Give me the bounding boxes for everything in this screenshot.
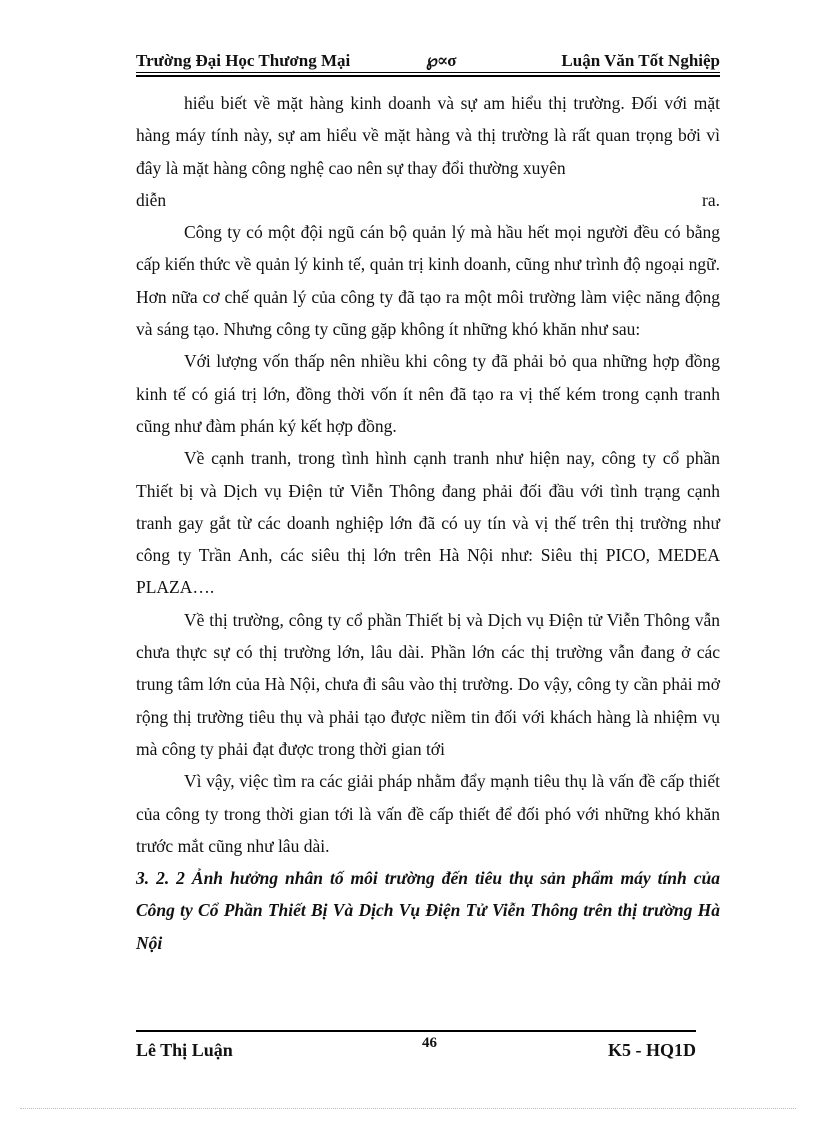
page-number: 46 — [422, 1035, 437, 1051]
paragraph-2: Công ty có một đội ngũ cán bộ quản lý mà hầu hết mọi người đều có bằng cấp kiến thức về quản lý kinh tế, quản trị kinh doanh, cũng như trình độ ngoại ngữ. Hơn nữa cơ chế quản lý của công ty đã tạo ra một môi trường làm việc năng động và sáng tạo. Nhưng công ty cũng gặp không ít những khó khăn như sau: — [136, 222, 720, 340]
header-rule — [136, 72, 720, 73]
paragraph-5: Về thị trường, công ty cổ phần Thiết bị và Dịch vụ Điện tử Viễn Thông vẫn chưa thực sự có thị trường lớn, lâu dài. Phần lớn các thị trường vẫn đang ở các trung tâm lớn của Hà Nội, chưa đi sâu vào thị trường. Do vậy, công ty cần phải mở rộng thị trường tiêu thụ và phải tạo được niềm tin đối với khách hàng là nhiệm vụ mà công ty phải đạt được trong thời gian tới — [136, 609, 720, 759]
paragraph-1: hiểu biết về mặt hàng kinh doanh và sự am hiểu thị trường. Đối với mặt hàng máy tính này, sự am hiểu về mặt hàng và thị trường là rất quan trọng bởi vì đây là mặt hàng công nghệ cao nên sự thay đổi thường xuyên — [136, 93, 720, 178]
paragraph-4: Về cạnh tranh, trong tình hình cạnh tranh như hiện nay, công ty cổ phần Thiết bị và Dịch vụ Điện tử Viễn Thông đang phải đối đầu với tình trạng cạnh tranh gay gắt từ các doanh nghiệp lớn đã có uy tín và vị thế trên thị trường như công ty Trần Anh, các siêu thị lớn trên Hà Nội như: Siêu thị PICO, MEDEA PLAZA…. — [136, 448, 720, 598]
page-footer — [136, 1032, 696, 1062]
header-ornament-icon: ℘∝σ — [426, 51, 456, 70]
page-header — [136, 48, 720, 74]
line-tail-right: ra. — [702, 189, 720, 210]
header-doc-type: Luận Văn Tốt Nghiệp — [561, 51, 720, 70]
paragraph-6: Vì vậy, việc tìm ra các giải pháp nhằm đẩy mạnh tiêu thụ là vấn đề cấp thiết của công ty trong thời gian tới là vấn đề cấp thiết để đối phó với những khó khăn trước mắt cũng như lâu dài. — [136, 771, 720, 856]
page-bottom-border — [20, 1108, 796, 1109]
paragraph-1-last-line — [136, 184, 720, 216]
header-rule-thick — [136, 75, 720, 77]
footer-author: Lê Thị Luận — [136, 1040, 233, 1060]
line-tail-left: diễn — [136, 189, 167, 210]
document-body — [136, 87, 720, 959]
header-school: Trường Đại Học Thương Mại — [136, 51, 351, 70]
section-heading: 3. 2. 2 Ảnh hưởng nhân tố môi trường đến tiêu thụ sản phẩm máy tính của Công ty Cổ Phần Thiết Bị Và Dịch Vụ Điện Tử Viễn Thông trên thị trường Hà Nội — [136, 868, 720, 953]
paragraph-3: Với lượng vốn thấp nên nhiều khi công ty đã phải bỏ qua những hợp đồng kinh tế có giá trị lớn, đồng thời vốn ít nên đã tạo ra vị thế kém trong cạnh tranh cũng như đàm phán ký kết hợp đồng. — [136, 351, 720, 436]
footer-class-code: K5 - HQ1D — [608, 1040, 696, 1060]
